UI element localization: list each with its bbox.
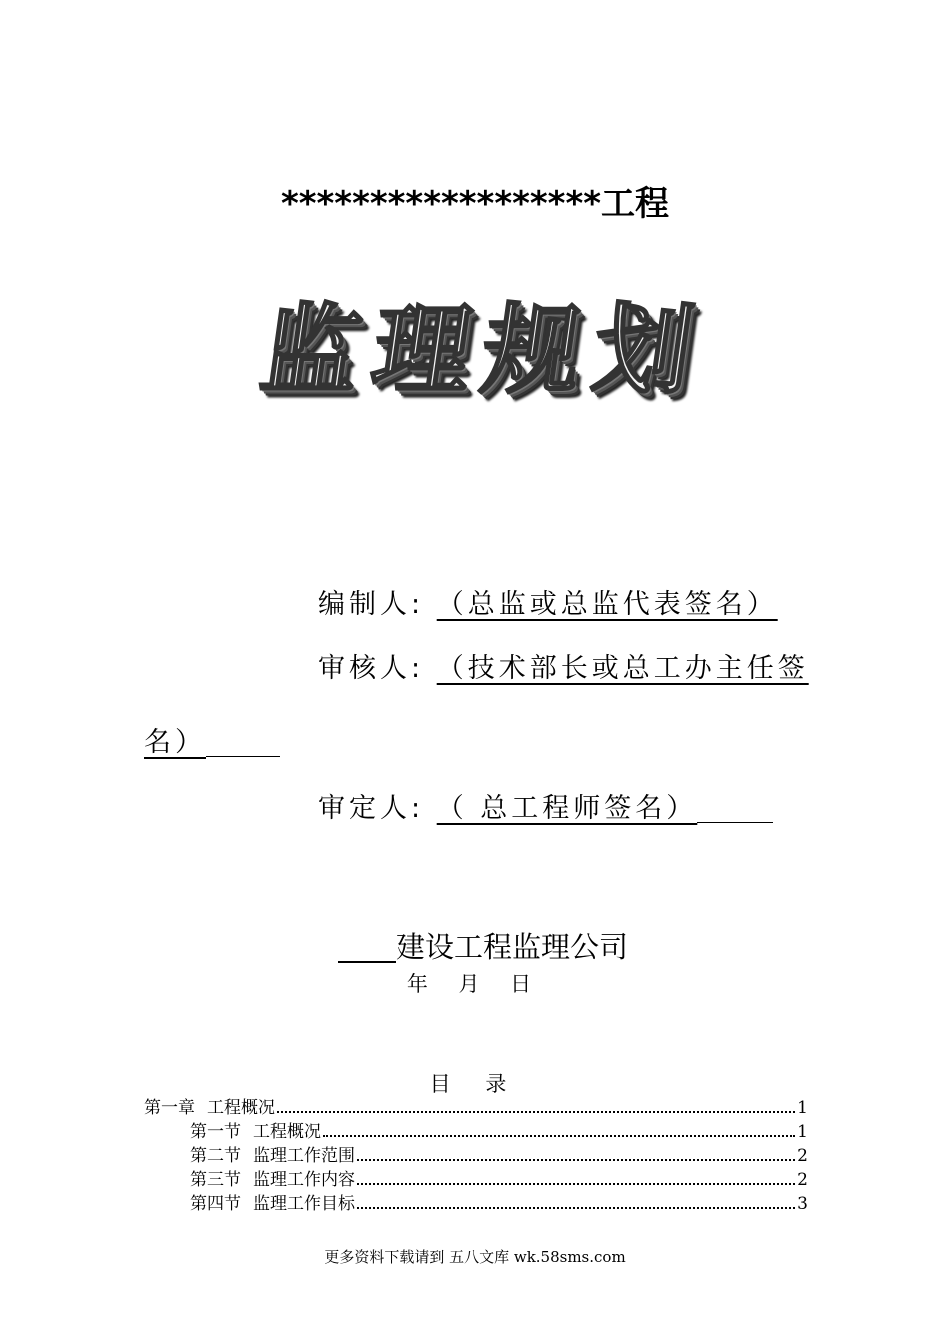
toc-page-number: 2 xyxy=(797,1146,808,1166)
toc-page-number: 2 xyxy=(797,1170,808,1190)
approver-label: 审定人: xyxy=(318,793,425,824)
toc-leader xyxy=(277,1111,795,1113)
toc-page-number: 1 xyxy=(797,1122,808,1142)
reviewer-value-cont: 名） xyxy=(144,727,206,758)
reviewer-value: （技术部长或总工办主任签 xyxy=(436,653,809,684)
toc-entry-label: 第三节 监理工作内容 xyxy=(190,1170,355,1190)
toc-entry[interactable] xyxy=(144,1190,808,1214)
toc-leader xyxy=(357,1207,795,1209)
reviewer-signature-continued xyxy=(144,720,280,759)
company-blank xyxy=(338,933,396,963)
toc-entry[interactable] xyxy=(144,1094,808,1118)
company-name: 建设工程监理公司 xyxy=(396,930,629,964)
main-title-char: 规 xyxy=(475,293,590,408)
toc-entry[interactable] xyxy=(144,1166,808,1190)
main-title-char: 监 xyxy=(253,293,369,408)
toc-entry-label: 第一节 工程概况 xyxy=(190,1122,321,1142)
table-of-contents xyxy=(144,1094,808,1214)
footer-note: 更多资料下载请到 五八文库 wk.58sms.com xyxy=(324,1248,626,1266)
toc-entry[interactable] xyxy=(144,1118,808,1142)
toc-page-number: 3 xyxy=(797,1194,808,1214)
underline-blank xyxy=(697,795,773,823)
compiler-label: 编制人: xyxy=(318,589,425,620)
toc-entry-label: 第一章 工程概况 xyxy=(144,1098,275,1118)
compiler-signature-line xyxy=(318,582,778,621)
toc-leader xyxy=(357,1183,795,1185)
approver-signature-line xyxy=(318,786,773,825)
toc-title: 目 录 xyxy=(429,1072,521,1096)
main-title-char: 理 xyxy=(364,293,479,408)
reviewer-signature-line xyxy=(318,646,809,685)
toc-entry[interactable] xyxy=(144,1142,808,1166)
toc-page-number: 1 xyxy=(797,1098,808,1118)
date-line: 年 月 日 xyxy=(406,972,544,996)
approver-value: （ 总工程师签名） xyxy=(436,793,698,824)
main-title-char: 划 xyxy=(585,293,701,408)
project-title: ******************工程 xyxy=(280,184,670,224)
compiler-value: （总监或总监代表签名） xyxy=(436,589,778,620)
reviewer-label: 审核人: xyxy=(318,653,425,684)
toc-entry-label: 第四节 监理工作目标 xyxy=(190,1194,355,1214)
toc-leader xyxy=(357,1159,795,1161)
toc-entry-label: 第二节 监理工作范围 xyxy=(190,1146,355,1166)
company-name-line xyxy=(338,925,628,966)
toc-leader xyxy=(323,1135,795,1137)
underline-blank xyxy=(206,729,280,757)
main-title xyxy=(253,286,701,416)
